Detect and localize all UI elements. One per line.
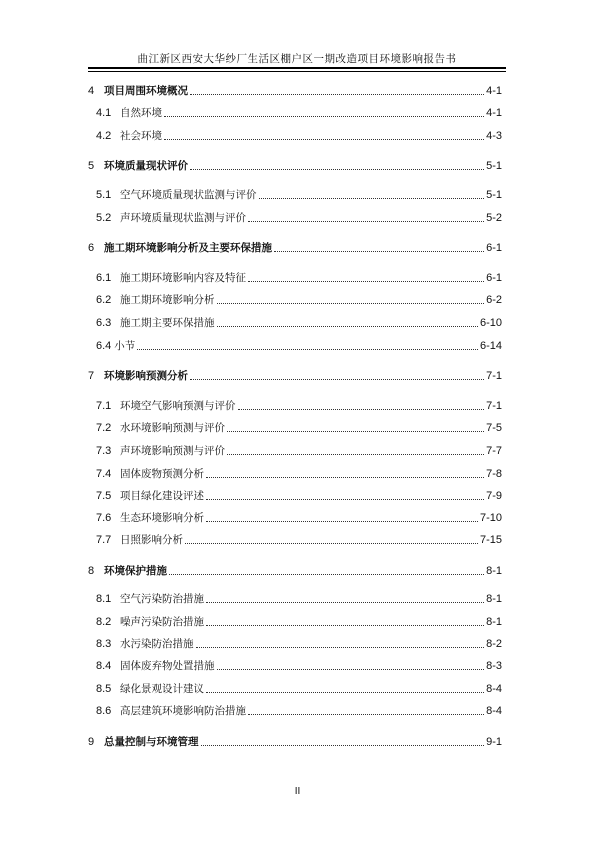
toc-entry-number: 7	[88, 370, 95, 382]
toc-entry-title: 声环境质量现状监测与评价	[120, 212, 246, 224]
toc-entry-page: 8-1	[486, 616, 502, 628]
toc-dot-leader	[206, 602, 484, 603]
toc-entry-title: 高层建筑环境影响防治措施	[120, 705, 246, 717]
toc-entry-title: 水环境影响预测与评价	[120, 422, 225, 434]
toc-section-entry[interactable]	[96, 487, 502, 503]
toc-entry-page: 8-3	[486, 660, 502, 672]
toc-entry-number: 6.1	[96, 272, 112, 284]
toc-section-entry[interactable]	[96, 590, 502, 606]
toc-entry-page: 7-15	[479, 534, 502, 546]
toc-entry-page: 7-7	[486, 445, 502, 457]
toc-chapter-entry[interactable]	[88, 733, 502, 749]
toc-section-entry[interactable]	[96, 397, 502, 413]
toc-entry-page: 8-1	[486, 593, 502, 605]
toc-entry-page: 7-1	[486, 370, 502, 382]
toc-entry-page: 5-2	[486, 212, 502, 224]
toc-section-entry[interactable]	[96, 613, 502, 629]
toc-dot-leader	[238, 409, 485, 410]
toc-section-entry[interactable]	[96, 337, 502, 353]
toc-entry-number: 8.5	[96, 683, 112, 695]
toc-dot-leader	[206, 692, 484, 693]
toc-entry-number: 6.4	[96, 340, 112, 352]
toc-entry-number: 7.7	[96, 534, 112, 546]
toc-entry-number: 6	[88, 242, 95, 254]
toc-dot-leader	[248, 221, 484, 222]
toc-entry-number: 6.3	[96, 317, 112, 329]
toc-entry-page: 8-4	[486, 683, 502, 695]
toc-section-entry[interactable]	[96, 209, 502, 225]
toc-entry-title: 固体废弃物处置措施	[120, 660, 215, 672]
toc-section-entry[interactable]	[96, 269, 502, 285]
toc-entry-title: 施工期环境影响分析及主要环保措施	[104, 242, 272, 254]
toc-entry-page: 7-9	[486, 490, 502, 502]
toc-dot-leader	[206, 477, 484, 478]
toc-entry-number: 8.1	[96, 593, 112, 605]
toc-entry-number: 9	[88, 736, 95, 748]
toc-entry-number: 4	[88, 85, 95, 97]
toc-entry-page: 6-14	[479, 340, 502, 352]
toc-dot-leader	[217, 669, 485, 670]
toc-dot-leader	[217, 303, 485, 304]
toc-entry-title: 施工期环境影响分析	[120, 294, 215, 306]
toc-section-entry[interactable]	[96, 442, 502, 458]
toc-chapter-entry[interactable]	[88, 157, 502, 173]
toc-entry-title: 自然环境	[120, 107, 162, 119]
toc-entry-number: 7.3	[96, 445, 112, 457]
toc-section-entry[interactable]	[96, 291, 502, 307]
toc-dot-leader	[217, 326, 478, 327]
toc-entry-page: 4-3	[486, 130, 502, 142]
toc-section-entry[interactable]	[96, 314, 502, 330]
toc-section-entry[interactable]	[96, 127, 502, 143]
toc-entry-number: 5	[88, 160, 95, 172]
toc-entry-title: 项目周围环境概况	[104, 85, 188, 97]
toc-entry-page: 4-1	[486, 107, 502, 119]
toc-entry-title: 小节	[114, 340, 136, 352]
toc-section-entry[interactable]	[96, 657, 502, 673]
toc-entry-page: 8-2	[486, 638, 502, 650]
toc-chapter-entry[interactable]	[88, 367, 502, 383]
toc-entry-title: 噪声污染防治措施	[120, 616, 204, 628]
toc-section-entry[interactable]	[96, 680, 502, 696]
toc-entry-title: 总量控制与环境管理	[104, 736, 199, 748]
toc-entry-page: 5-1	[486, 189, 502, 201]
toc-entry-page: 5-1	[486, 160, 502, 172]
toc-entry-number: 8.3	[96, 638, 112, 650]
toc-entry-title: 环境保护措施	[104, 565, 167, 577]
toc-entry-number: 4.1	[96, 107, 112, 119]
toc-entry-page: 6-1	[486, 242, 502, 254]
toc-entry-number: 8	[88, 565, 95, 577]
toc-chapter-entry[interactable]	[88, 82, 502, 98]
toc-entry-title: 水污染防治措施	[120, 638, 194, 650]
toc-entry-number: 7.2	[96, 422, 112, 434]
toc-entry-title: 施工期环境影响内容及特征	[120, 272, 246, 284]
toc-dot-leader	[190, 379, 484, 380]
toc-dot-leader	[137, 349, 478, 350]
toc-section-entry[interactable]	[96, 465, 502, 481]
toc-section-entry[interactable]	[96, 702, 502, 718]
toc-entry-title: 环境影响预测分析	[104, 370, 188, 382]
toc-dot-leader	[248, 281, 484, 282]
toc-entry-title: 项目绿化建设评述	[120, 490, 204, 502]
toc-entry-number: 8.2	[96, 616, 112, 628]
toc-chapter-entry[interactable]	[88, 239, 502, 255]
toc-entry-title: 施工期主要环保措施	[120, 317, 215, 329]
toc-entry-number: 5.1	[96, 189, 112, 201]
toc-section-entry[interactable]	[96, 635, 502, 651]
header-rule-thin	[88, 71, 506, 72]
toc-entry-title: 空气环境质量现状监测与评价	[120, 189, 257, 201]
toc-entry-page: 7-8	[486, 468, 502, 480]
toc-entry-title: 生态环境影响分析	[120, 512, 204, 524]
toc-section-entry[interactable]	[96, 509, 502, 525]
toc-entry-title: 环境空气影响预测与评价	[120, 400, 236, 412]
toc-dot-leader	[274, 251, 484, 252]
toc-dot-leader	[190, 169, 484, 170]
toc-entry-number: 7.1	[96, 400, 112, 412]
toc-entry-title: 绿化景观设计建议	[120, 683, 204, 695]
toc-section-entry[interactable]	[96, 186, 502, 202]
toc-entry-number: 4.2	[96, 130, 112, 142]
toc-entry-title: 固体废物预测分析	[120, 468, 204, 480]
toc-dot-leader	[227, 431, 484, 432]
toc-entry-title: 环境质量现状评价	[104, 160, 188, 172]
toc-entry-page: 8-4	[486, 705, 502, 717]
header-rule-thick	[88, 67, 506, 69]
page-number: II	[294, 786, 301, 797]
toc-entry-title: 声环境影响预测与评价	[120, 445, 225, 457]
toc-section-entry[interactable]	[96, 531, 502, 547]
toc-dot-leader	[201, 745, 485, 746]
toc-dot-leader	[259, 198, 485, 199]
toc-entry-page: 6-1	[486, 272, 502, 284]
toc-entry-page: 6-2	[486, 294, 502, 306]
toc-entry-page: 6-10	[479, 317, 502, 329]
toc-entry-title: 社会环境	[120, 130, 162, 142]
toc-entry-number: 5.2	[96, 212, 112, 224]
toc-entry-page: 4-1	[486, 85, 502, 97]
toc-dot-leader	[206, 521, 478, 522]
toc-dot-leader	[206, 499, 484, 500]
toc-section-entry[interactable]	[96, 419, 502, 435]
toc-entry-title: 日照影响分析	[120, 534, 183, 546]
page-header: 曲江新区西安大华纱厂生活区棚户区一期改造项目环境影响报告书	[137, 53, 457, 65]
toc-entry-number: 8.4	[96, 660, 112, 672]
toc-entry-number: 7.6	[96, 512, 112, 524]
toc-entry-number: 7.5	[96, 490, 112, 502]
toc-entry-page: 7-1	[486, 400, 502, 412]
toc-entry-title: 空气污染防治措施	[120, 593, 204, 605]
toc-dot-leader	[190, 94, 484, 95]
toc-chapter-entry[interactable]	[88, 562, 502, 578]
toc-dot-leader	[206, 625, 484, 626]
toc-dot-leader	[164, 116, 484, 117]
toc-entry-number: 7.4	[96, 468, 112, 480]
toc-dot-leader	[248, 714, 484, 715]
toc-dot-leader	[185, 543, 478, 544]
toc-entry-page: 7-10	[479, 512, 502, 524]
toc-dot-leader	[164, 139, 484, 140]
toc-entry-number: 8.6	[96, 705, 112, 717]
toc-dot-leader	[169, 574, 484, 575]
toc-entry-page: 8-1	[486, 565, 502, 577]
toc-section-entry[interactable]	[96, 104, 502, 120]
toc-entry-number: 6.2	[96, 294, 112, 306]
toc-entry-page: 9-1	[486, 736, 502, 748]
toc-dot-leader	[227, 454, 484, 455]
toc-dot-leader	[196, 647, 485, 648]
toc-entry-page: 7-5	[486, 422, 502, 434]
